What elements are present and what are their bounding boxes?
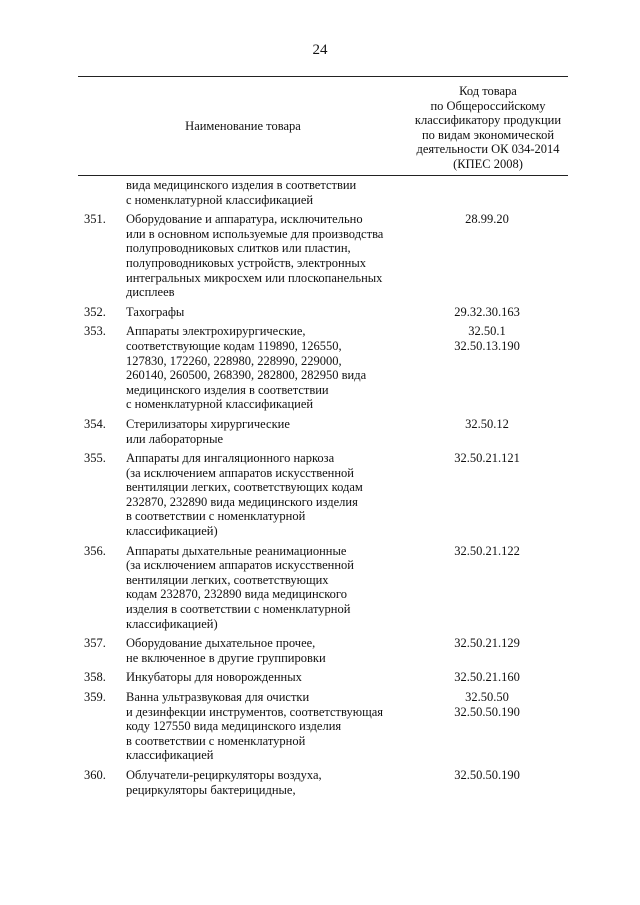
table-row xyxy=(0,305,640,320)
row-product-name: Ванна ультразвуковая для очистки и дезинфекции инструментов, соответствующая коду 127550 вида медицинского изделия в соответствии с номенклатурной классификацией xyxy=(126,690,384,763)
row-product-name: Аппараты для ингаляционного наркоза (за исключением аппаратов искусственной вентиляции легких, соответствующих кодам 232870, 232890 вида медицинского изделия в соответствии с номенклатурной классификацией) xyxy=(126,451,363,539)
table-row xyxy=(0,690,640,763)
row-product-name: Инкубаторы для новорожденных xyxy=(126,670,302,685)
row-product-name: вида медицинского изделия в соответствии с номенклатурной классификацией xyxy=(126,178,357,207)
row-number: 359. xyxy=(84,690,106,704)
row-product-code: 32.50.12 xyxy=(465,416,509,431)
table-row xyxy=(0,451,640,539)
row-number: 357. xyxy=(84,636,106,651)
row-product-code: 32.50.21.129 xyxy=(454,636,520,651)
row-product-name: Тахографы xyxy=(126,304,185,319)
row-product-name: Оборудование дыхательное прочее, не включенное в другие группировки xyxy=(126,636,326,665)
table-body xyxy=(0,178,640,797)
row-number: 352. xyxy=(84,304,106,319)
table-row xyxy=(0,636,640,665)
row-number: 351. xyxy=(84,212,106,227)
row-product-code: 32.50.21.122 xyxy=(454,543,520,558)
row-product-code: 32.50.50.190 xyxy=(454,767,520,782)
header-product-code: Код товара по Общероссийскому классификатору продукции по видам экономической деятельности ОК 034-2014 (КПЕС 2008) xyxy=(414,84,562,171)
row-product-name: Облучатели-рециркуляторы воздуха, рециркуляторы бактерицидные, xyxy=(126,767,322,797)
row-product-code: 29.32.30.163 xyxy=(454,304,520,319)
row-product-code: 28.99.20 xyxy=(465,212,509,227)
row-number: 356. xyxy=(84,543,106,558)
row-product-name: Оборудование и аппаратура, исключительно или в основном используемые для производства полупроводниковых слитков или пластин, полупроводниковых устройств, электронных интегральных микросхем или плоскопанельных дисплеев xyxy=(126,212,384,300)
table-row xyxy=(0,768,640,797)
row-number: 358. xyxy=(84,670,106,685)
row-product-code: 32.50.1 32.50.13.190 xyxy=(454,324,520,353)
row-number: 355. xyxy=(84,451,106,466)
table-row xyxy=(0,670,640,685)
row-product-code: 32.50.21.121 xyxy=(454,451,520,466)
page-number: 24 xyxy=(312,42,328,58)
table-row xyxy=(0,544,640,632)
row-number: 354. xyxy=(84,416,106,431)
table-row xyxy=(0,212,640,300)
table-row xyxy=(0,324,640,412)
row-product-name: Аппараты электрохирургические, соответствующие кодам 119890, 126550, 127830, 172260, 228980, 228990, 229000, 260140, 260500, 268390, 282800, 282950 вида медицинского изделия в соответствии с номенклатурной классификацией xyxy=(126,324,367,412)
row-product-name: Стерилизаторы хирургические или лабораторные xyxy=(126,416,290,446)
table-header xyxy=(78,76,568,176)
table-row xyxy=(0,178,640,207)
row-number: 360. xyxy=(84,767,106,782)
row-product-name: Аппараты дыхательные реанимационные (за исключением аппаратов искусственной вентиляции легких, соответствующих кодам 232870, 232890 вида медицинского изделия в соответствии с номенклатурной классификацией) xyxy=(126,543,354,631)
row-number: 353. xyxy=(84,324,106,339)
table-row xyxy=(0,417,640,446)
row-product-code: 32.50.21.160 xyxy=(454,670,520,685)
header-product-name: Наименование товара xyxy=(185,118,301,133)
row-product-code: 32.50.50 32.50.50.190 xyxy=(454,690,520,719)
